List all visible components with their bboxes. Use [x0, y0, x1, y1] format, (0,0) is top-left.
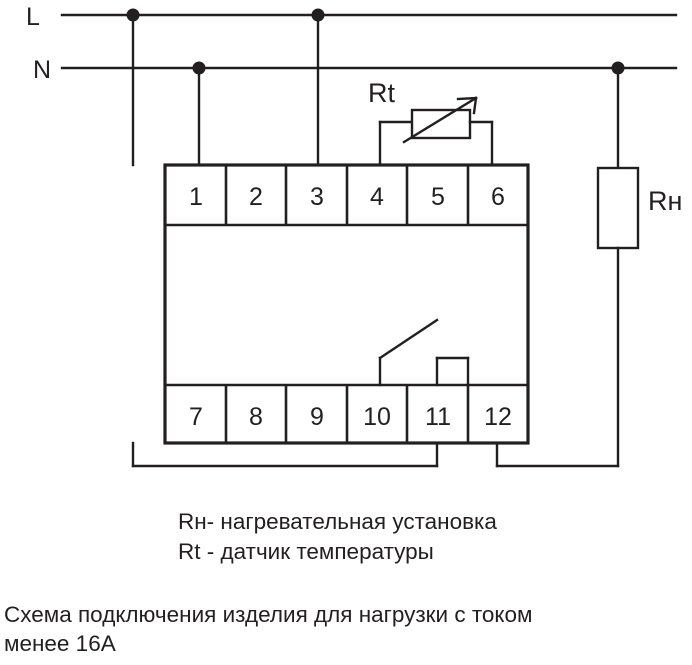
terminal-label-5: 5	[431, 183, 445, 211]
terminal-label-10: 10	[363, 403, 391, 431]
junction-node-l-1	[127, 9, 140, 22]
terminal-label-6: 6	[491, 183, 505, 211]
legend-sensor-description: Rt - датчик температуры	[178, 539, 434, 564]
terminal-label-11: 11	[425, 403, 451, 431]
junction-node-n-load	[612, 62, 625, 75]
terminal-label-3: 3	[310, 183, 324, 211]
junction-node-l-3	[312, 9, 325, 22]
terminal-label-12: 12	[484, 403, 512, 431]
terminal-label-2: 2	[249, 183, 263, 211]
line-rail-label: L	[26, 3, 40, 31]
diagram-caption: Схема подключения изделия для нагрузки с током менее 16А	[4, 602, 533, 657]
sensor-arrow-head-1	[458, 98, 476, 99]
sensor-label: Rt	[368, 78, 395, 108]
terminal-label-9: 9	[310, 403, 324, 431]
load-resistor-symbol	[598, 168, 638, 248]
junction-node-n-2	[193, 62, 206, 75]
terminal-label-4: 4	[370, 183, 384, 211]
sensor-resistor-symbol	[412, 110, 470, 138]
neutral-rail-label: N	[32, 56, 52, 84]
terminal-label-8: 8	[249, 403, 263, 431]
terminal-label-7: 7	[189, 403, 203, 431]
load-label: Rн	[648, 186, 683, 216]
legend-load-description: Rн- нагревательная установка	[178, 509, 497, 534]
terminal-label-1: 1	[189, 183, 203, 211]
